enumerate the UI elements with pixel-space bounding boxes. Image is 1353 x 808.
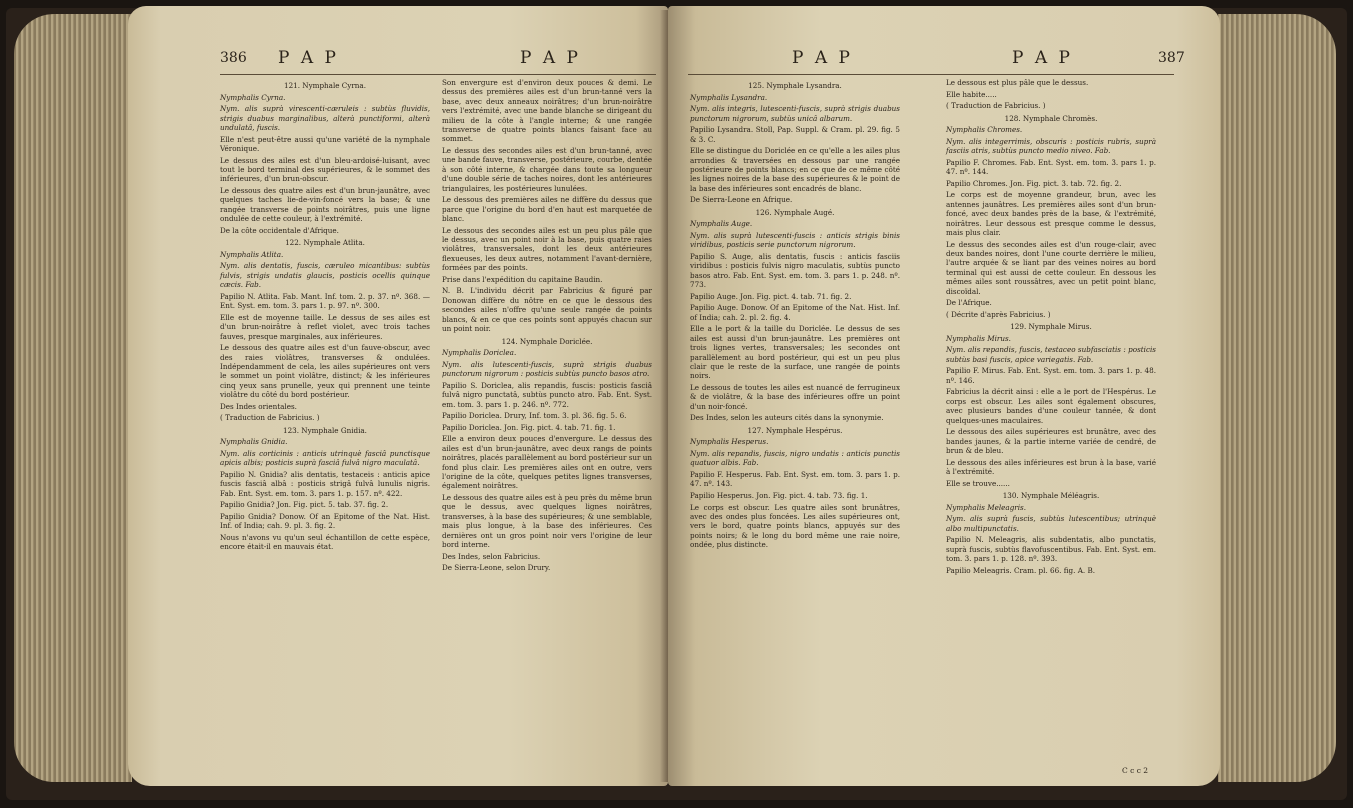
- paragraph: Papilio Meleagris. Cram. pl. 66. fig. A. B.: [946, 565, 1096, 575]
- paragraph: Le dessous des premières ailes ne diffère du dessus que parce que l'origine du bord d'en haut est marquetée de blanc.: [442, 195, 652, 224]
- paragraph: De Sierra-Leone, selon Drury.: [442, 563, 551, 573]
- paragraph: Elle habite.....: [946, 89, 997, 99]
- paragraph: Fabricius la décrit ainsi : elle a le port de l'Hespérus. Le corps est obscur. Les ailes sont également obscures, avec plusieurs bandes d'une couleur tannée, & dont quelques-unes maculaires.: [946, 387, 1156, 425]
- paragraph: Papilio Gnidia? Jon. Fig. pict. 5. tab. 37. fig. 2.: [220, 500, 389, 510]
- paragraph: Elle n'est peut-être aussi qu'une variété de la nymphale Véronique.: [220, 134, 430, 153]
- text-column: [690, 78, 900, 552]
- paragraph: Le dessus des secondes ailes est d'un brun-tanné, avec une bande fauve, transverse, postérieure, courbe, dentée à son côté interne, & chargée dans toute sa longueur d'une double série de taches noires, dont les antérieures triangulaires, les postérieures lunulées.: [442, 146, 652, 193]
- paragraph: ( Traduction de Fabricius. ): [946, 101, 1046, 111]
- paragraph: Papilio Hesperus. Jon. Fig. pict. 4. tab. 73. fig. 1.: [690, 491, 868, 501]
- paragraph: Nous n'avons vu qu'un seul échantillon de cette espèce, encore était-il en mauvais état.: [220, 533, 430, 552]
- paragraph: Papilio Gnidia? Donow. Of an Epitome of the Nat. Hist. Inf. of India; cah. 9. pl. 3. fig. 2.: [220, 512, 430, 531]
- paragraph: Le dessous des ailes supérieures est brunâtre, avec des bandes jaunes, & la partie interne variée de cendré, de brun & de bleu.: [946, 427, 1156, 456]
- latin-description: Nymphalis Chromes.: [946, 125, 1023, 135]
- latin-description: Nymphalis Lysandra.: [690, 92, 768, 102]
- latin-description: Nym. alis repandis, fuscis, testaceo subfasciatis : posticis subtùs basi fuscis, apice variegatis. Fab.: [946, 345, 1156, 364]
- paragraph: Elle se trouve......: [946, 478, 1010, 488]
- paragraph: De la côte occidentale d'Afrique.: [220, 225, 339, 235]
- latin-description: Nym. alis suprà virescenti-cæruleis : subtùs fluvidis, strigis duabus marginalibus, alterà punctiformi, alterà undulatâ, fuscis.: [220, 104, 430, 132]
- paragraph: Le dessus des ailes est d'un bleu-ardoisé-luisant, avec tout le bord terminal des supérieures, & le sommet des inférieures, d'un brun-obscur.: [220, 155, 430, 184]
- paragraph: Des Indes orientales.: [220, 401, 297, 411]
- paragraph: Papilio F. Hesperus. Fab. Ent. Syst. em. tom. 3. pars 1. p. 47. nº. 143.: [690, 470, 900, 489]
- paragraph: Elle a environ deux pouces d'envergure. Le dessus des ailes est d'un brun-jaunâtre, avec deux rangs de points noirâtres, placés parallèlement au bord postérieur sur un fond plus clair. Les premières ailes ont en outre, vers l'origine de la côte, quelques petites lignes transverses, également noirâtres.: [442, 434, 652, 491]
- paragraph: Le dessous est plus pâle que le dessus.: [946, 78, 1089, 87]
- paragraph: Papilio Chromes. Jon. Fig. pict. 3. tab. 72. fig. 2.: [946, 178, 1122, 188]
- paragraph: Elle a le port & la taille du Doriclée. Le dessus de ses ailes est aussi d'un brun-jaunâtre. Les premières ont trois lignes vertes, transversales; les secondes ont parallèlement au bord postérieur, qui est un peu plus clair que le reste de la surface, une rangée de points noirs.: [690, 324, 900, 381]
- running-header: P A P: [520, 48, 581, 68]
- latin-description: Nym. alis corticinis : anticis utrinquè fasciâ punctisque apicis albis; posticis suprà fasciâ fulvâ nigro maculatâ.: [220, 449, 430, 468]
- paragraph: Elle est de moyenne taille. Le dessus de ses ailes est d'un brun-noirâtre à reflet violet, avec trois taches fauves, presque marginales, aux inférieures.: [220, 312, 430, 341]
- latin-description: Nymphalis Atlita.: [220, 249, 284, 259]
- running-header: P A P: [1012, 48, 1073, 68]
- latin-description: Nymphalis Cyrna.: [220, 92, 286, 102]
- entry-heading: 124. Nymphale Doriclée.: [501, 336, 593, 346]
- paragraph: Le dessous des secondes ailes est un peu plus pâle que le dessus, avec un point noir à la base, puis quatre raies violâtres, transversales, dont les deux antérieures flexueuses, les deux autres, notamment l'avant-dernière, formées par des points.: [442, 225, 652, 273]
- paragraph: Le corps est obscur. Les quatre ailes sont brunâtres, avec des ondes plus foncées. Les ailes supérieures ont, vers le bord, quatre points blancs, appuyés sur des points noirs; & le long du bord même une raie noire, ondée, plus distincte.: [690, 502, 900, 550]
- paragraph: Papilio Doriclea. Jon. Fig. pict. 4. tab. 71. fig. 1.: [442, 422, 616, 432]
- entry-heading: 127. Nymphale Hespérus.: [747, 425, 843, 435]
- paragraph: Papilio F. Mirus. Fab. Ent. Syst. em. tom. 3. pars 1. p. 48. nº. 146.: [946, 366, 1156, 385]
- paragraph: Le dessus des secondes ailes est d'un rouge-clair, avec deux bandes noires, dont l'une courte derrière le milieu, l'autre arquée & se liant par des veines noires au bord terminal qui est aussi de cette couleur. En dessous les mêmes ailes sont roussâtres, avec un petit point blanc, discoïdal.: [946, 239, 1156, 296]
- running-header: P A P: [792, 48, 853, 68]
- paragraph: Le dessous des quatre ailes est à peu près du même brun que le dessus, avec quelques lignes noirâtres, transverses, à la base des supérieures; & une semblable, mais plus longue, à la base des inférieures. Ces dernières ont un gros point noir vers l'origine de leur bord interne.: [442, 492, 652, 549]
- paragraph: Le corps est de moyenne grandeur, brun, avec les antennes jaunâtres. Les premières ailes sont d'un brun-foncé, avec deux bandes près de la base, & l'extrémité, noirâtres. Leur dessous est presque comme le dessus, mais plus clair.: [946, 190, 1156, 237]
- latin-description: Nym. alis integerrimis, obscuris : posticis rubris, suprà fasciis atris, subtùs puncto medio niveo. Fab.: [946, 136, 1156, 156]
- paragraph: Papilio N. Gnidia? alis dentatis, testaceis : anticis apice fuscis fasciâ albâ : posticis strigâ fulvâ lunulis nigris. Fab. Ent. Syst. em. tom. 3. pars 1. p. 157. nº. 422.: [220, 470, 430, 498]
- text-column: [442, 78, 652, 575]
- signature-mark: C c c 2: [1122, 766, 1149, 775]
- paragraph: ( Traduction de Fabricius. ): [220, 413, 320, 423]
- paragraph: Papilio Auge. Donow. Of an Epitome of the Nat. Hist. Inf. of India; cah. 2. pl. 2. fig. 4.: [690, 303, 900, 322]
- paragraph: Papilio F. Chromes. Fab. Ent. Syst. em. tom. 3. pars 1. p. 47. nº. 144.: [946, 157, 1156, 177]
- latin-description: Nym. alis suprà lutescenti-fuscis : anticis strigis binis viridibus, posticis serie punctorum nigrorum.: [690, 231, 900, 250]
- text-column: [220, 78, 430, 554]
- paragraph: Papilio N. Meleagris, alis subdentatis, albo punctatis, suprà fuscis, subtùs flavofuscentibus. Fab. Ent. Syst. em. tom. 3. pars 1. p. 128. nº. 393.: [946, 535, 1156, 564]
- paragraph: N. B. L'individu décrit par Fabricius & figuré par Donowan diffère du nôtre en ce que le dessous des secondes ailes n'offre qu'une seule rangée de points blancs, & en ce que ces points sont appuyés chacun sur un point noir.: [442, 286, 652, 334]
- paragraph: Papilio S. Doriclea, alis repandis, fuscis: posticis fasciâ fulvâ nigro punctatâ, subtùs puncto atro. Fab. Ent. Syst. em. tom. 3. pars 1. p. 246. nº. 772.: [442, 380, 652, 409]
- entry-heading: 126. Nymphale Augé.: [755, 207, 835, 217]
- paragraph: Le dessous des ailes inférieures est brun à la base, varié à l'extrémité.: [946, 457, 1156, 477]
- latin-description: Nym. alis suprà fuscis, subtùs lutescentibus; utrinquè albo multipunctatis.: [946, 514, 1156, 533]
- latin-description: Nym. alis dentatis, fuscis, cæruleo micantibus: subtùs fulvis, strigis undatis glaucis, posticis ocellis quinque cæcis. Fab.: [220, 261, 430, 290]
- entry-heading: 128. Nymphale Chromès.: [1004, 113, 1098, 123]
- paragraph: Papilio Doriclea. Drury, Inf. tom. 3. pl. 36. fig. 5. 6.: [442, 411, 627, 421]
- paragraph: De l'Afrique.: [946, 298, 992, 308]
- paragraph: Le dessous des quatre ailes est d'un fauve-obscur, avec des raies violâtres, transverses & ondulées. Indépendamment de cela, les ailes supérieures ont vers le sommet un point violâtre, distinct; & les inférieures cinq yeux sans prunelle, yeux qui prennent une teinte violâtre du côté du bord postérieur.: [220, 343, 430, 400]
- header-rule: [220, 74, 656, 75]
- entry-heading: 130. Nymphale Méléagris.: [1002, 491, 1100, 501]
- latin-description: Nymphalis Auge.: [690, 219, 753, 229]
- paragraph: Son envergure est d'environ deux pouces & demi. Le dessus des premières ailes est d'un brun-tanné vers la base, avec deux anneaux noirâtres; d'un brun-noirâtre vers l'extrémité, avec une bande blanche se dirigeant du milieu de la côte à l'angle interne; & une rangée transverse de quatre points blancs faisant face au sommet.: [442, 78, 652, 144]
- entry-heading: 123. Nymphale Gnidia.: [283, 425, 367, 435]
- latin-description: Nymphalis Mirus.: [946, 333, 1011, 343]
- left-page-edges: [14, 14, 132, 782]
- latin-description: Nymphalis Meleagris.: [946, 502, 1027, 512]
- paragraph: Le dessous des quatre ailes est d'un brun-jaunâtre, avec quelques taches lie-de-vin-foncé vers la base; & une rangée transverse de points noirâtres, puis une ligne ondulée de cette couleur, à l'extrémité.: [220, 186, 430, 224]
- left-page: [128, 6, 668, 786]
- paragraph: Papilio Auge. Jon. Fig. pict. 4. tab. 71. fig. 2.: [690, 291, 852, 301]
- latin-description: Nym. alis repandis, fuscis, nigro undatis : anticis punctis quatuor albis. Fab.: [690, 449, 900, 468]
- text-column: [946, 78, 1156, 577]
- running-header: P A P: [278, 48, 339, 68]
- page-number: 386: [220, 50, 247, 66]
- page-number: 387: [1158, 50, 1185, 66]
- paragraph: Elle se distingue du Doriclée en ce qu'elle a les ailes plus arrondies & traversées en dessous par une rangée postérieure de points blancs; en ce que de ce même côté les lignes noires de la base des supérieures & le point de la base des inférieures sont encadrés de blanc.: [690, 146, 900, 193]
- entry-heading: 122. Nymphale Atlita.: [285, 238, 365, 248]
- paragraph: ( Décrite d'après Fabricius. ): [946, 309, 1051, 319]
- right-page: [668, 6, 1220, 786]
- header-rule: [688, 74, 1174, 75]
- latin-description: Nym. alis lutescenti-fuscis, suprà strigis duabus punctorum nigrorum : posticis subtùs puncto basos atro.: [442, 359, 652, 379]
- latin-description: Nymphalis Hesperus.: [690, 437, 769, 447]
- entry-heading: 125. Nymphale Lysandra.: [748, 81, 842, 90]
- latin-description: Nym. alis integris, lutescenti-fuscis, suprà strigis duabus punctorum nigrorum, subtùs unicâ albarum.: [690, 104, 900, 123]
- right-page-edges: [1218, 14, 1336, 782]
- latin-description: Nymphalis Doriclea.: [442, 348, 517, 358]
- paragraph: Des Indes, selon les auteurs cités dans la synonymie.: [690, 413, 884, 423]
- latin-description: Nymphalis Gnidia.: [220, 437, 288, 447]
- paragraph: Le dessous de toutes les ailes est nuancé de ferrugineux & de violâtre, & la base des inférieures offre un point d'un noir-foncé.: [690, 383, 900, 411]
- entry-heading: 121. Nymphale Cyrna.: [284, 81, 366, 90]
- paragraph: Des Indes, selon Fabricius.: [442, 551, 541, 561]
- paragraph: De Sierra-Leone en Afrique.: [690, 195, 793, 205]
- paragraph: Papilio S. Auge, alis dentatis, fuscis : anticis fasciis viridibus : posticis fulvis nigro maculatis, subtùs puncto basos atro. Fab. Ent. Syst. em. tom. 3. pars 1. p. 248. nº. 773.: [690, 252, 900, 290]
- entry-heading: 129. Nymphale Mirus.: [1010, 322, 1092, 332]
- paragraph: Papilio N. Atlita. Fab. Mant. Inf. tom. 2. p. 37. nº. 368. — Ent. Syst. em. tom. 3. pars 1. p. 97. nº. 300.: [220, 291, 430, 311]
- paragraph: Prise dans l'expédition du capitaine Baudin.: [442, 274, 603, 284]
- paragraph: Papilio Lysandra. Stoll, Pap. Suppl. & Cram. pl. 29. fig. 5 & 3. C.: [690, 125, 900, 144]
